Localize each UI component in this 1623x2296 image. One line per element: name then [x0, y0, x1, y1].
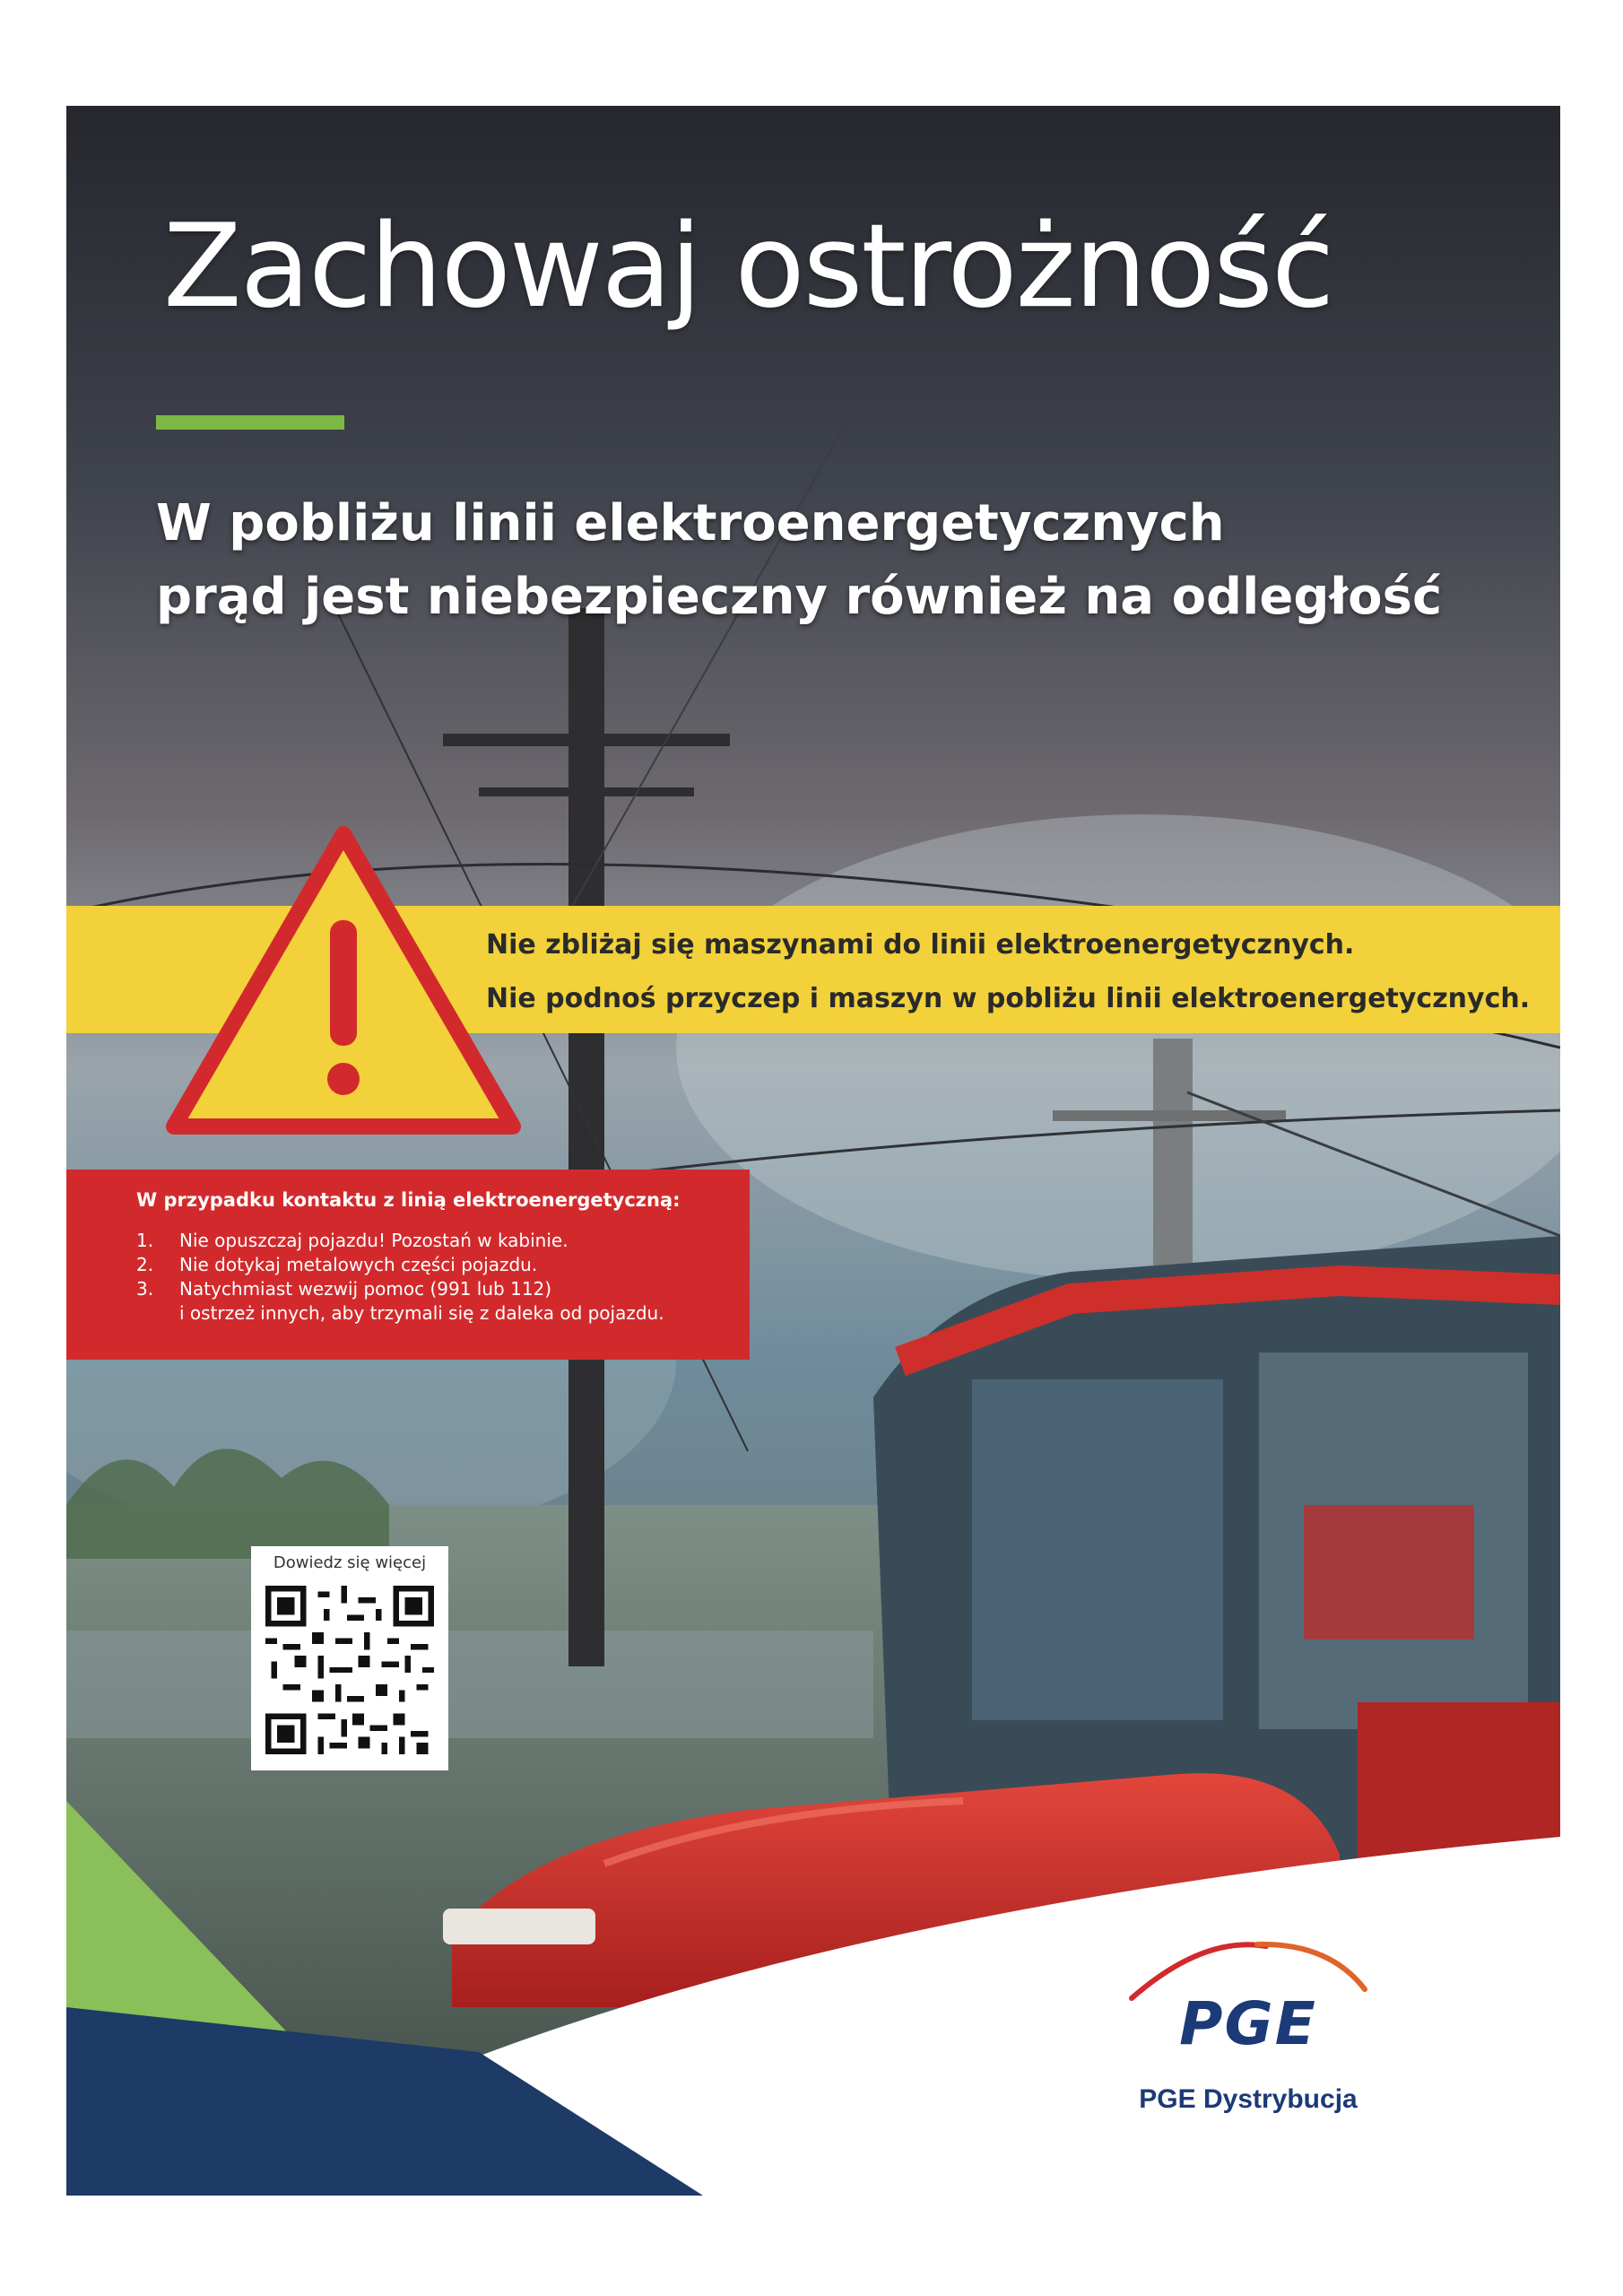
list-item-continuation: i ostrzeż innych, aby trzymali się z daleka od pojazdu.: [179, 1302, 664, 1324]
poster: [66, 106, 1560, 2196]
subheadline: [156, 487, 1442, 634]
warning-text-2: Nie podnoś przyczep i maszyn w pobliżu linii elektroenergetycznych.: [486, 983, 1531, 1014]
contact-instructions-title: W przypadku kontaktu z linią elektroenergetyczną:: [136, 1189, 681, 1211]
subheadline-line-2: prąd jest niebezpieczny również na odległość: [156, 568, 1443, 626]
list-item: 1. Nie opuszczaj pojazdu! Pozostań w kabinie.: [136, 1230, 568, 1251]
headline: Zachowaj ostrożność: [163, 200, 1333, 334]
list-item: 2. Nie dotykaj metalowych części pojazdu.: [136, 1254, 538, 1275]
subheadline-line-1: W pobliżu linii elektroenergetycznych: [156, 494, 1225, 552]
qr-card[interactable]: [251, 1546, 448, 1770]
warning-text-1: Nie zbliżaj się maszynami do linii elektroenergetycznych.: [486, 929, 1355, 961]
contact-instructions-box: [66, 1170, 750, 1360]
accent-bar: [156, 415, 344, 430]
pge-logo: [1114, 1926, 1383, 2124]
list-item: 3. Natychmiast wezwij pomoc (991 lub 112): [136, 1278, 552, 1300]
warning-triangle-icon: [163, 823, 524, 1137]
logo-company-name: PGE Dystrybucja: [1139, 2084, 1358, 2114]
logo-wordmark: PGE: [1179, 1989, 1317, 2058]
qr-code-icon[interactable]: [265, 1586, 434, 1754]
contact-instructions-list: [136, 1229, 664, 1326]
qr-label: Dowiedz się więcej: [273, 1553, 427, 1572]
